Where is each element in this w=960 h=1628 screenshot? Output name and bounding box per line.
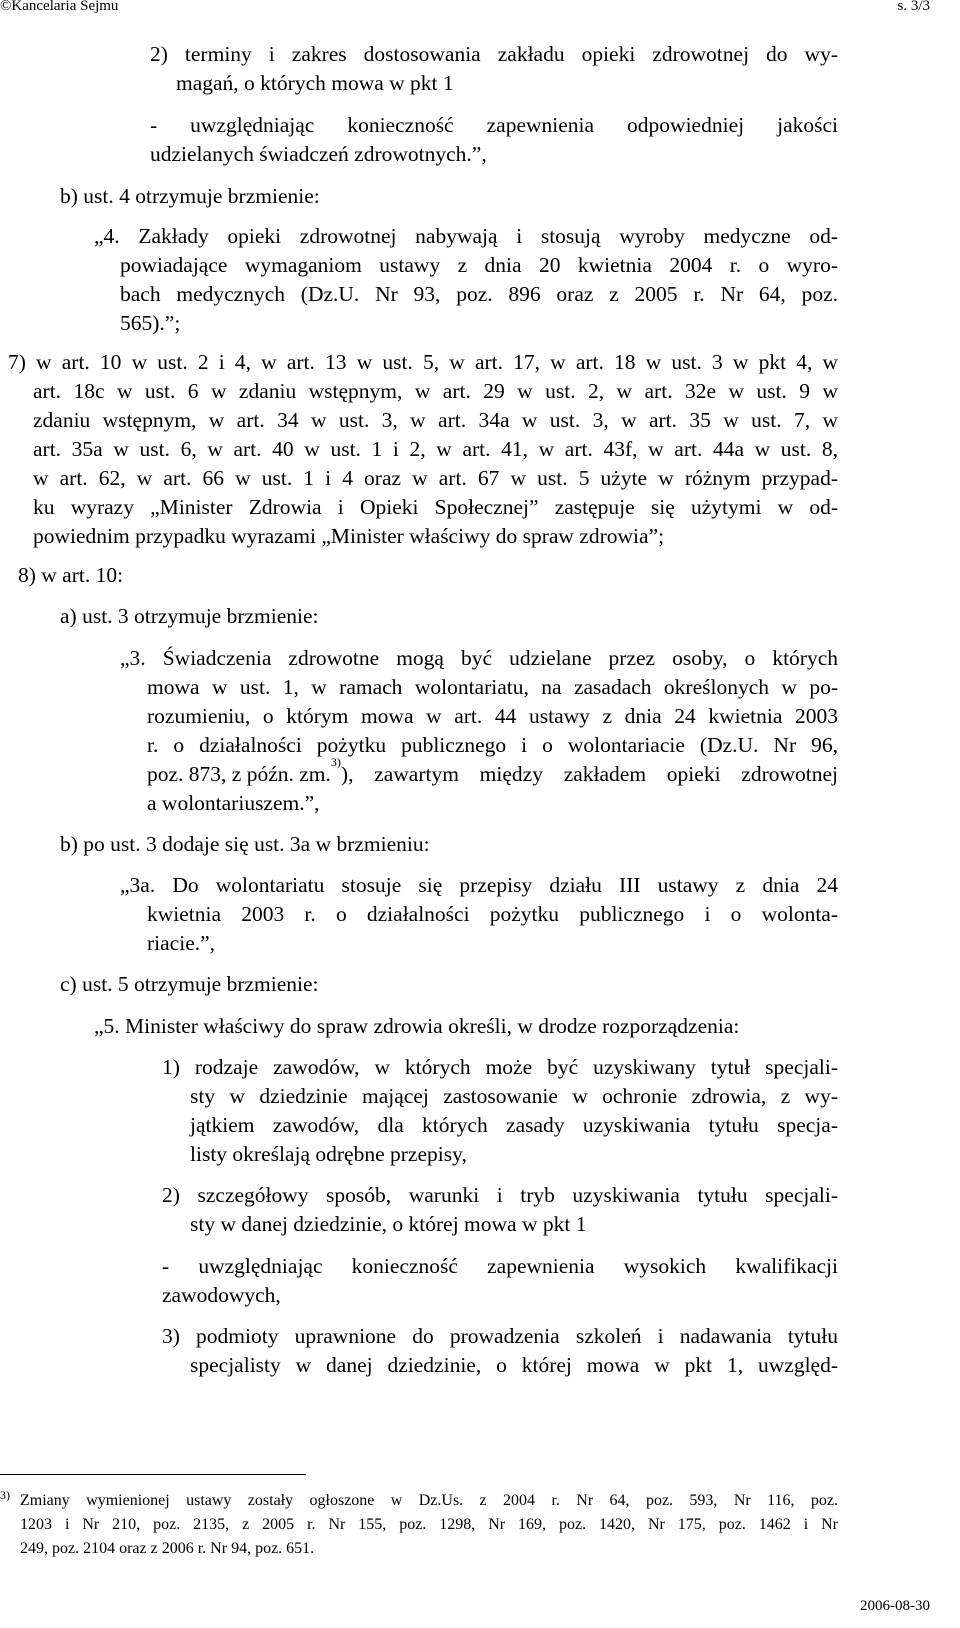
- text-line: zawodowych,: [162, 1283, 281, 1307]
- header-copyright: ©Kancelaria Sejmu: [0, 0, 119, 14]
- text-line: art. 35a w ust. 6, w art. 40 w ust. 1 i 2, w art. 41, w art. 43f, w art. 44a w ust. 8,: [33, 437, 838, 461]
- text-line: 2) szczegółowy sposób, warunki i tryb uzyskiwania tytułu specjali-: [162, 1183, 838, 1207]
- text-line: specjalisty w danej dziedzinie, o której mowa w pkt 1, uwzględ-: [190, 1353, 838, 1377]
- text-line: kwietnia 2003 r. o działalności pożytku publicznego i o wolonta-: [147, 902, 838, 926]
- text-line: 7) w art. 10 w ust. 2 i 4, w art. 13 w ust. 5, w art. 17, w art. 18 w ust. 3 w pkt 4, w: [8, 350, 838, 374]
- text-line: mowa w ust. 1, w ramach wolontariatu, na zasadach określonych w po-: [147, 675, 838, 699]
- text-line: r. o działalności pożytku publicznego i o wolontariacie (Dz.U. Nr 96,: [147, 733, 838, 757]
- text-line: magań, o których mowa w pkt 1: [176, 71, 454, 95]
- text-line: - uwzględniając konieczność zapewnienia wysokich kwalifikacji: [162, 1254, 838, 1278]
- footnote-marker: 3): [0, 1488, 10, 1502]
- footnote-reference[interactable]: 3): [330, 755, 341, 769]
- text-line: art. 18c w ust. 6 w zdaniu wstępnym, w art. 29 w ust. 2, w art. 32e w ust. 9 w: [33, 379, 838, 403]
- text-line: c) ust. 5 otrzymuje brzmienie:: [60, 972, 319, 996]
- text-line: a wolontariuszem.”,: [147, 791, 320, 815]
- text-line: sty w dziedzinie mającej zastosowanie w ochronie zdrowia, z wy-: [190, 1084, 838, 1108]
- footnote-line: 1203 i Nr 210, poz. 2135, z 2005 r. Nr 155, poz. 1298, Nr 169, poz. 1420, Nr 175, poz. 1462 i Nr: [20, 1516, 838, 1533]
- text-line: „3a. Do wolontariatu stosuje się przepisy działu III ustawy z dnia 24: [120, 873, 838, 897]
- header-page-number: s. 3/3: [897, 0, 930, 14]
- text-line: sty w danej dziedzinie, o której mowa w pkt 1: [190, 1212, 587, 1236]
- text-line: powiadające wymaganiom ustawy z dnia 20 kwietnia 2004 r. o wyro-: [120, 253, 838, 277]
- text-line: „4. Zakłady opieki zdrowotnej nabywają i stosują wyroby medyczne od-: [94, 224, 838, 248]
- footnote-line: Zmiany wymienionej ustawy zostały ogłoszone w Dz.Us. z 2004 r. Nr 64, poz. 593, Nr 116, poz.: [20, 1492, 838, 1509]
- text-line: bach medycznych (Dz.U. Nr 93, poz. 896 oraz z 2005 r. Nr 64, poz.: [120, 282, 838, 306]
- text-line: 1) rodzaje zawodów, w których może być uzyskiwany tytuł specjali-: [162, 1055, 838, 1079]
- text-line: riacie.”,: [147, 931, 216, 955]
- text-line: b) po ust. 3 dodaje się ust. 3a w brzmieniu:: [60, 832, 430, 856]
- text-fragment: poz. 873, z późn. zm.: [147, 762, 331, 786]
- text-line: - uwzględniając konieczność zapewnienia odpowiedniej jakości: [150, 113, 838, 137]
- text-line: jątkiem zawodów, dla których zasady uzyskiwania tytułu specja-: [190, 1113, 838, 1137]
- text-fragment: ), zawartym między zakładem opieki zdrowotnej: [340, 762, 838, 786]
- text-line: udzielanych świadczeń zdrowotnych.”,: [150, 142, 487, 166]
- text-line: 2) terminy i zakres dostosowania zakładu opieki zdrowotnej do wy-: [150, 42, 838, 66]
- text-line: 8) w art. 10:: [18, 563, 124, 587]
- text-line: „3. Świadczenia zdrowotne mogą być udzielane przez osoby, o których: [120, 646, 838, 670]
- footnote-line: 249, poz. 2104 oraz z 2006 r. Nr 94, poz. 651.: [20, 1540, 315, 1557]
- footer-date: 2006-08-30: [860, 1598, 930, 1614]
- text-line: „5. Minister właściwy do spraw zdrowia określi, w drodze rozporządzenia:: [94, 1014, 740, 1038]
- text-line: a) ust. 3 otrzymuje brzmienie:: [60, 604, 319, 628]
- text-line: 565).”;: [120, 311, 181, 335]
- text-line: rozumieniu, o którym mowa w art. 44 ustawy z dnia 24 kwietnia 2003: [147, 704, 838, 728]
- text-line-with-footnote: [147, 755, 838, 787]
- text-line: 3) podmioty uprawnione do prowadzenia szkoleń i nadawania tytułu: [162, 1324, 838, 1348]
- text-line: w art. 62, w art. 66 w ust. 1 i 4 oraz w art. 67 w ust. 5 użyte w różnym przypad-: [33, 466, 838, 490]
- text-line: powiednim przypadku wyrazami „Minister właściwy do spraw zdrowia”;: [33, 524, 665, 548]
- text-line: listy określają odrębne przepisy,: [190, 1142, 467, 1166]
- text-line: b) ust. 4 otrzymuje brzmienie:: [60, 184, 320, 208]
- text-line: zdaniu wstępnym, w art. 34 w ust. 3, w art. 34a w ust. 3, w art. 35 w ust. 7, w: [33, 408, 838, 432]
- footnote-separator: [0, 1474, 306, 1475]
- text-line: ku wyrazy „Minister Zdrowia i Opieki Społecznej” zastępuje się użytymi w od-: [33, 495, 838, 519]
